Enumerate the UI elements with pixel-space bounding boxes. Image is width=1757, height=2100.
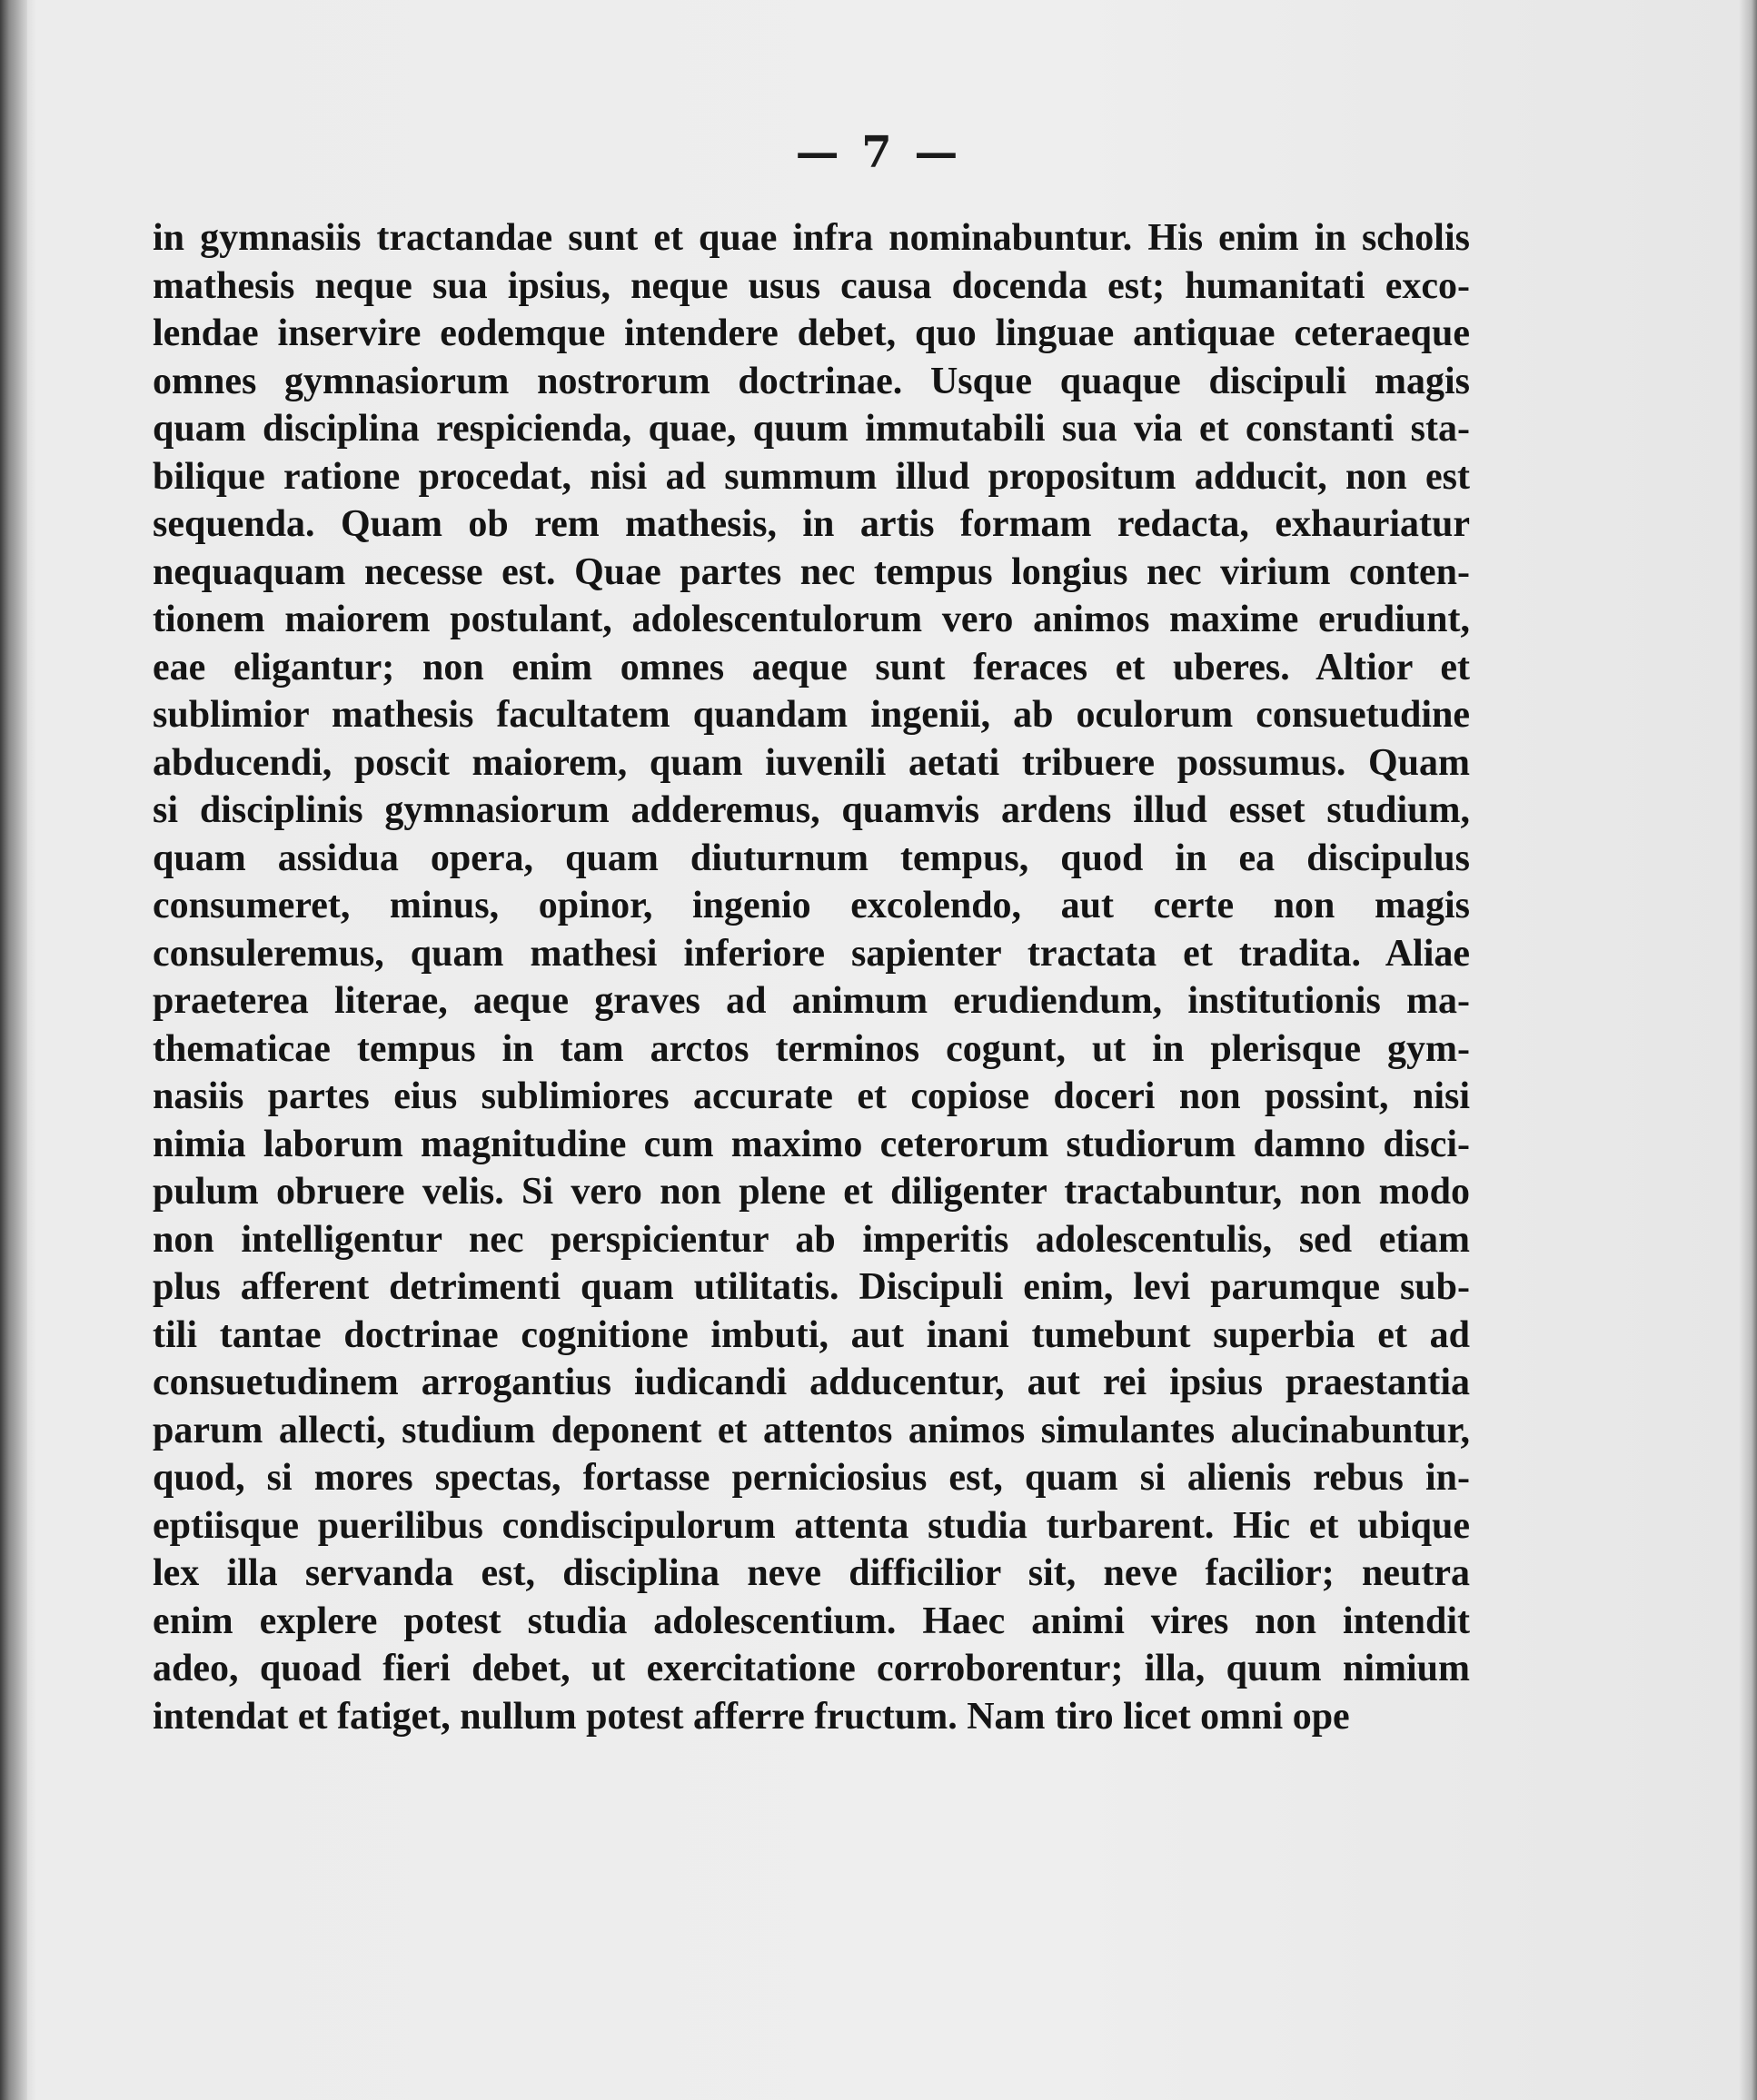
text-line: quam disciplina respicienda, quae, quum immutabili sua via et constanti sta- bbox=[153, 408, 1470, 450]
text-line: nimia laborum magnitudine cum maximo ceterorum studiorum damno disci- bbox=[153, 1123, 1470, 1165]
text-line: non intelligentur nec perspicientur ab imperitis adolescentulis, sed etiam bbox=[153, 1218, 1470, 1261]
text-line: eae eligantur; non enim omnes aeque sunt feraces et uberes. Altior et bbox=[153, 646, 1470, 688]
text-line: eptiisque puerilibus condiscipulorum attenta studia turbarent. Hic et ubique bbox=[153, 1504, 1470, 1547]
text-line: sequenda. Quam ob rem mathesis, in artis formam redacta, exhauriatur bbox=[153, 503, 1470, 545]
text-line: nasiis partes eius sublimiores accurate et copiose doceri non possint, nisi bbox=[153, 1075, 1470, 1117]
text-line: intendat et fatiget, nullum potest afferre fructum. Nam tiro licet omni ope bbox=[153, 1695, 1350, 1738]
binding-shadow bbox=[0, 0, 27, 2100]
text-line: in gymnasiis tractandae sunt et quae infra nominabuntur. His enim in scholis bbox=[153, 217, 1470, 259]
text-line: pulum obruere velis. Si vero non plene et diligenter tractabuntur, non modo bbox=[153, 1171, 1470, 1213]
text-line: parum allecti, studium deponent et attentos animos simulantes alucinabuntur, bbox=[153, 1409, 1470, 1451]
text-line: consuetudinem arrogantius iudicandi adducentur, aut rei ipsius praestantia bbox=[153, 1362, 1470, 1403]
text-line: enim explere potest studia adolescentium. Haec animi vires non intendit bbox=[153, 1600, 1470, 1642]
text-line: sublimior mathesis facultatem quandam ingenii, ab oculorum consuetudine bbox=[153, 694, 1470, 736]
text-line: si disciplinis gymnasiorum adderemus, quamvis ardens illud esset studium, bbox=[153, 789, 1470, 831]
text-line: consuleremus, quam mathesi inferiore sapienter tractata et tradita. Aliae bbox=[153, 932, 1470, 975]
text-line: omnes gymnasiorum nostrorum doctrinae. Usque quaque discipuli magis bbox=[153, 360, 1470, 402]
text-line: quod, si mores spectas, fortasse perniciosius est, quam si alienis rebus in- bbox=[153, 1457, 1470, 1499]
text-line: adeo, quoad fieri debet, ut exercitatione corroborentur; illa, quum nimium bbox=[153, 1648, 1470, 1689]
page-number: — 7 — bbox=[795, 127, 962, 178]
text-line: praeterea literae, aeque graves ad animum erudiendum, institutionis ma- bbox=[153, 980, 1470, 1022]
text-line: consumeret, minus, opinor, ingenio excolendo, aut certe non magis bbox=[153, 885, 1470, 926]
text-line: plus afferent detrimenti quam utilitatis. Discipuli enim, levi parumque sub- bbox=[153, 1266, 1470, 1308]
text-line: lex illa servanda est, disciplina neve difficilior sit, neve facilior; neutra bbox=[153, 1552, 1470, 1594]
text-line: quam assidua opera, quam diuturnum tempus, quod in ea discipulus bbox=[153, 837, 1470, 879]
text-line: tili tantae doctrinae cognitione imbuti, aut inani tumebunt superbia et ad bbox=[153, 1313, 1470, 1356]
text-line: mathesis neque sua ipsius, neque usus causa docenda est; humanitati exco- bbox=[153, 264, 1470, 307]
text-line: abducendi, poscit maiorem, quam iuvenili aetati tribuere possumus. Quam bbox=[153, 741, 1470, 784]
text-line: bilique ratione procedat, nisi ad summum illud propositum adducit, non est bbox=[153, 455, 1470, 498]
text-line: tionem maiorem postulant, adolescentulorum vero animos maxime erudiunt, bbox=[153, 599, 1470, 640]
page-edge-shadow bbox=[1739, 0, 1757, 2100]
body-text bbox=[153, 214, 1470, 1740]
text-line: nequaquam necesse est. Quae partes nec tempus longius nec virium conten- bbox=[153, 550, 1470, 593]
text-line: thematicae tempus in tam arctos terminos cogunt, ut in plerisque gym- bbox=[153, 1027, 1470, 1070]
text-line: lendae inservire eodemque intendere debet, quo linguae antiquae ceteraeque bbox=[153, 312, 1470, 354]
